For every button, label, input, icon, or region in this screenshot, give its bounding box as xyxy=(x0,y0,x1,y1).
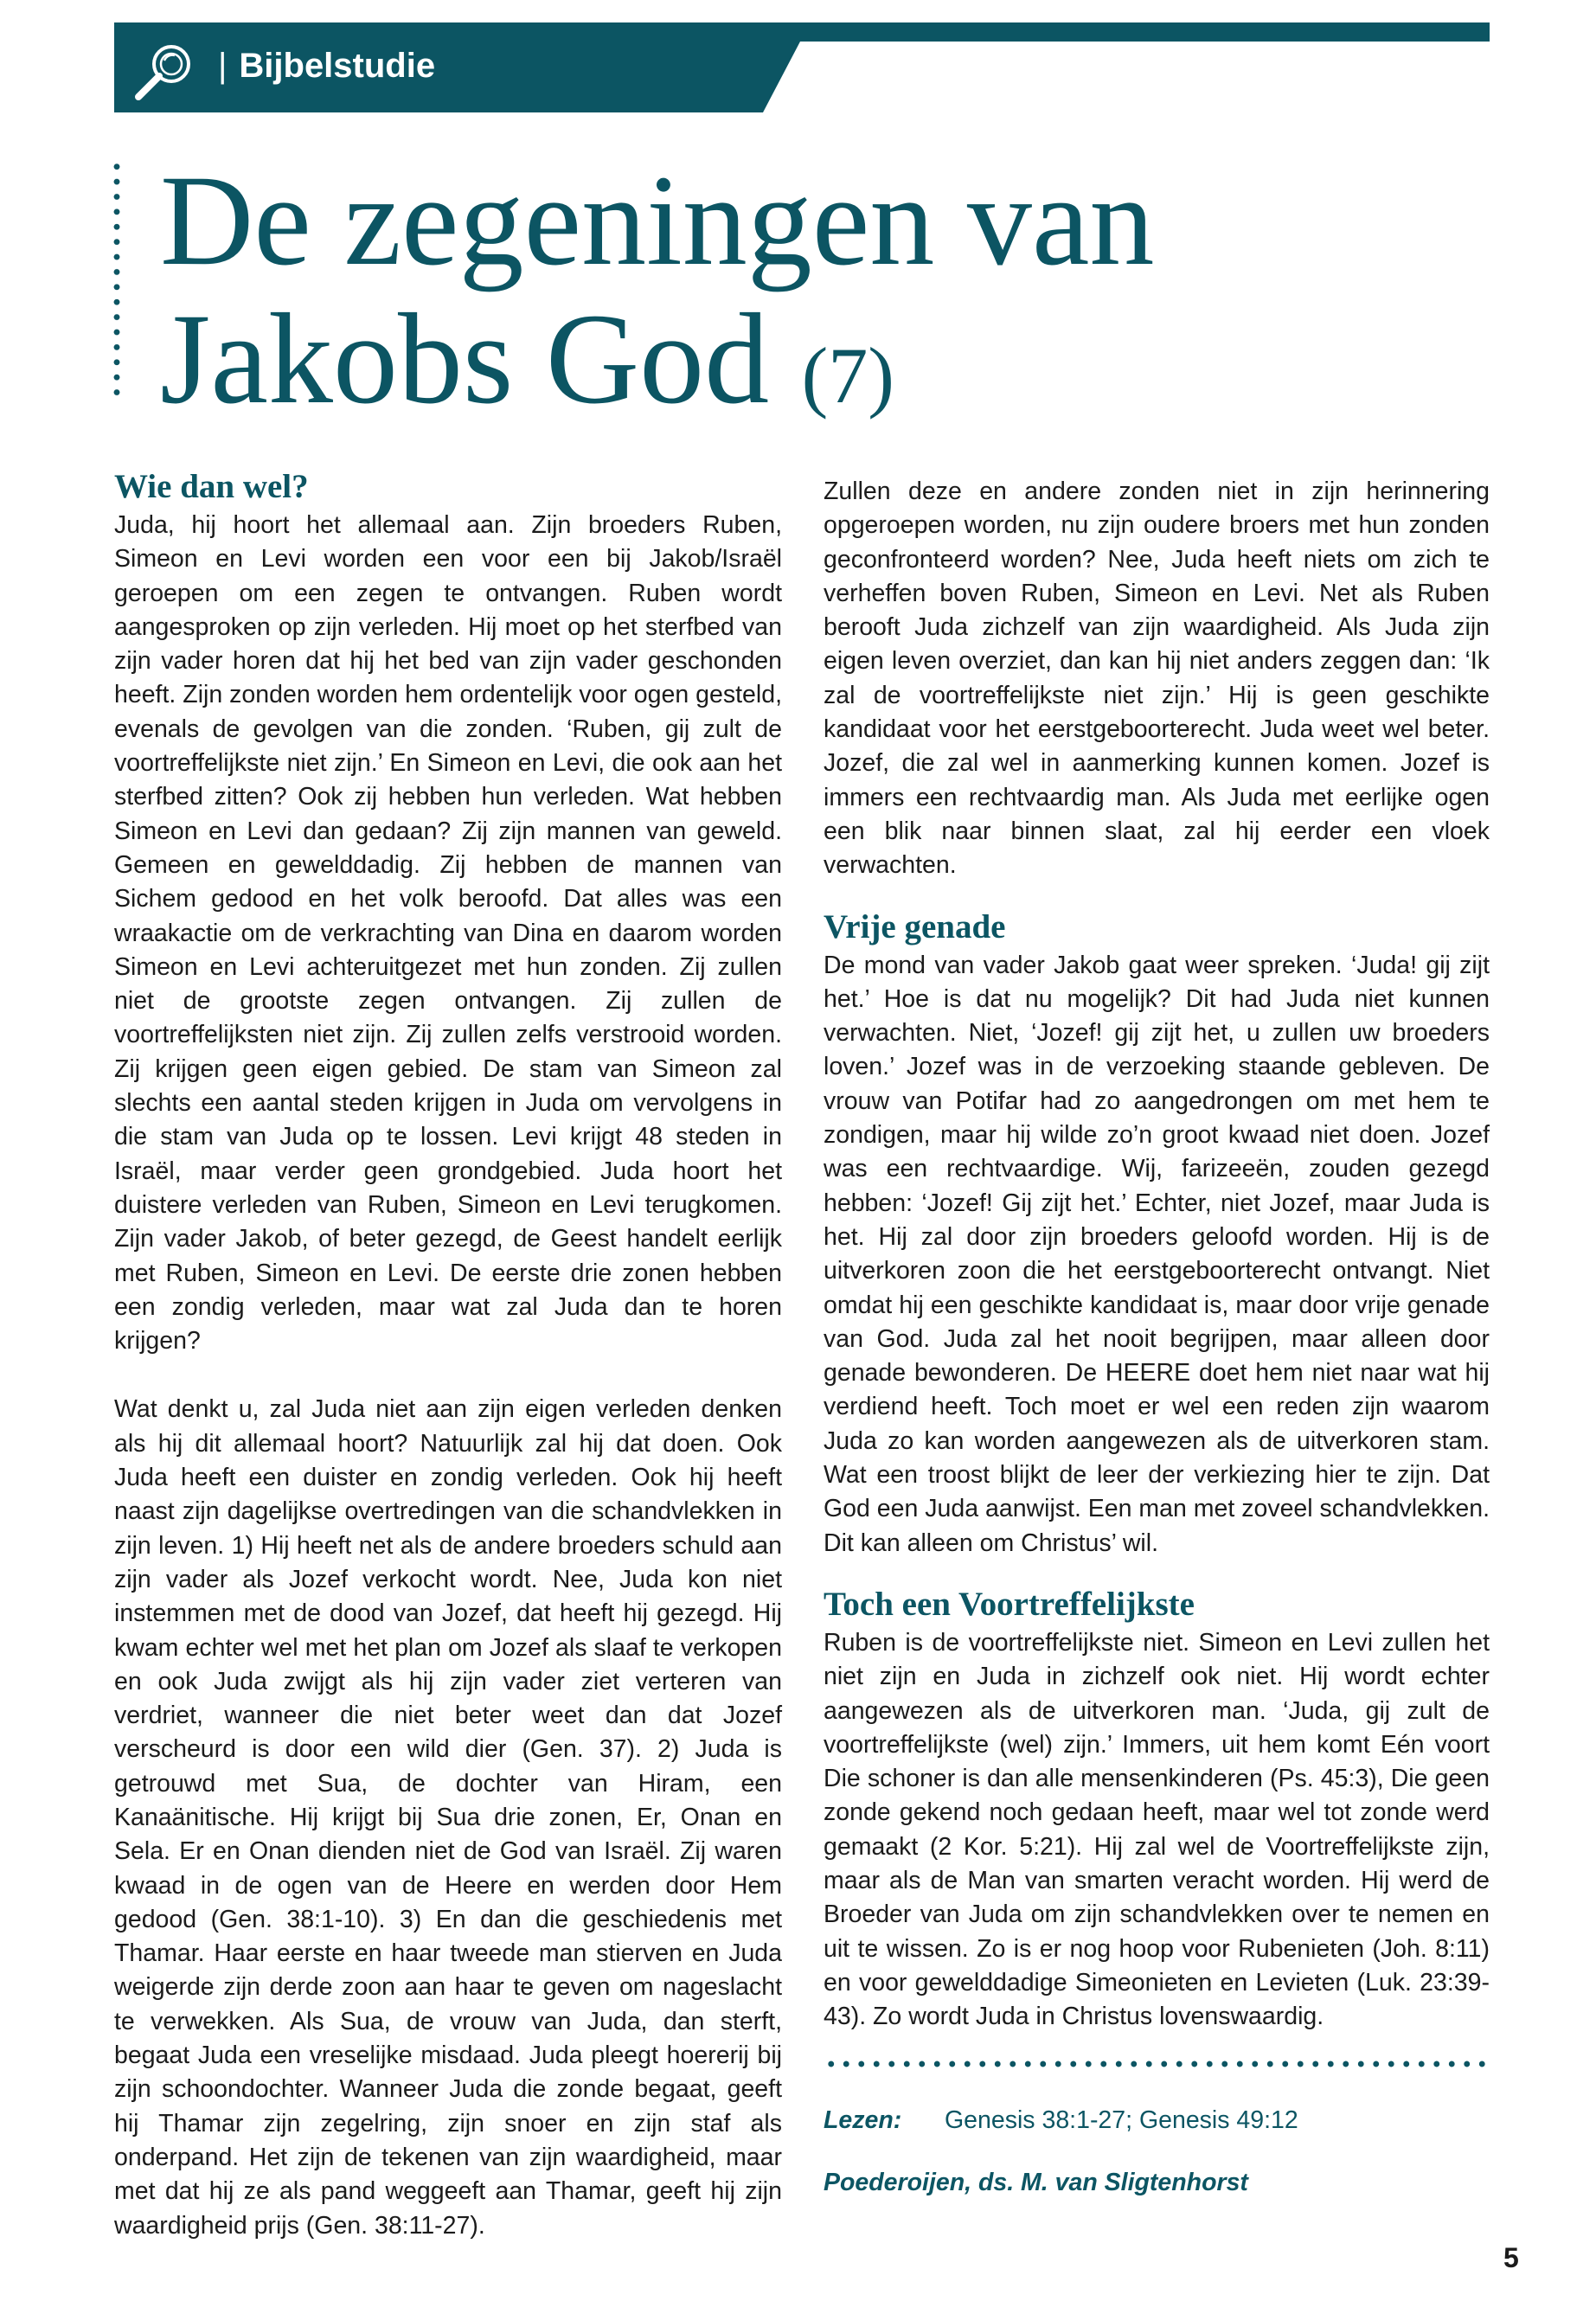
heading-toch-een-voortreffelijkste: Toch een Voortreffelijkste xyxy=(824,1585,1195,1623)
author-line: Poederoijen, ds. M. van Sligtenhorst xyxy=(824,2169,1248,2197)
reading-refs: Genesis 38:1-27; Genesis 49:12 xyxy=(945,2106,1298,2135)
section-label: | Bijbelstudie xyxy=(218,47,436,85)
title-dot-rule xyxy=(113,159,120,401)
magnifier-icon xyxy=(130,38,199,107)
left-column xyxy=(114,465,782,2243)
title-line-2: Jakobs God xyxy=(160,287,770,431)
paragraph: De mond van vader Jakob gaat weer spreken. ‘Juda! gij zijt het.’ Hoe is dat nu mogelijk? Dit had Juda niet kunnen verwachten. Niet, ‘Jozef! gij zijt het, u zullen uw broeders loven.’ Jozef was in de verzoeking staande gebleven. De vrouw van Potifar had zo aangedrongen om met hem te zondigen, maar hij wilde zo’n groot kwaad niet doen. Jozef was een rechtvaardige. Wij, farizeeën, zouden gezegd hebben: ‘Jozef! Gij zijt het.’ Echter, niet Jozef, maar Juda is het. Hij zal door zijn broeders geloofd worden. Hij is de uitverkoren zoon die het eerstgeboorterecht ontvangt. Niet omdat hij een geschikte kandidaat is, maar door vrije genade van God. Juda zal het nooit begrijpen, maar alleen door genade bewonderen. De HEERE doet hem niet naar wat hij verdiend heeft. Toch moet er wel een reden zijn waarom Juda zo kan worden aangewezen als de uitverkoren stam. Wat een troost blijkt de leer der verkiezing hier te zijn. Dat God een Juda aanwijst. Een man met zoveel schandvlekken. Dit kan alleen om Christus’ wil. xyxy=(824,951,1490,1557)
paragraph: Wat denkt u, zal Juda niet aan zijn eigen verleden denken als hij dit allemaal hoort? Natuurlijk zal hij dat doen. Ook Juda heeft een duister en zondig verleden. Ook hij heeft naast zijn dagelijkse overtredingen van die schandvlekken in zijn leven. 1) Hij heeft net als de andere broeders schuld aan zijn vader als Jozef verkocht wordt. Nee, Juda kon niet instemmen met de dood van Jozef, dat heeft hij gezegd. Hij kwam echter wel met het plan om Jozef als slaaf te verkopen en ook Juda zwijgt als hij zijn vader ziet verteren van verdriet, wanneer die niet beter weet dan dat Jozef verscheurd is door een wild dier (Gen. 37). 2) Juda is getrouwd met Sua, de dochter van Hiram, een Kanaänitische. Hij krijgt bij Sua drie zonen, Er, Onan en Sela. Er en Onan dienden niet de God van Israël. Zij waren kwaad in de ogen van de Heere en werden door Hem gedood (Gen. 38:1-10). 3) En dan die geschiedenis met Thamar. Haar eerste en haar tweede man stierven en Juda weigerde zijn derde zoon aan haar te geven om nageslacht te verwekken. Als Sua, de vrouw van Juda, dan sterft, begaat Juda een vreselijke misdaad. Juda pleegt hoererij bij zijn schoondochter. Wanneer Juda die zonde begaat, geeft hij Thamar zijn zegelring, zijn snoer en zijn staf als onderpand. Het zijn de tekenen van zijn waardigheid, maar met dat hij ze als pand weggeeft aan Thamar, geeft hij zijn waardigheid prijs (Gen. 38:11-27). xyxy=(114,1395,782,2240)
page-number: 5 xyxy=(1503,2242,1519,2273)
reading-label: Lezen: xyxy=(824,2106,902,2135)
page-title xyxy=(160,151,1458,445)
paragraph: Juda, hij hoort het allemaal aan. Zijn broeders Ruben, Simeon en Levi worden een voor een bij Jakob/Israël geroepen om een zegen te ontvangen. Ruben wordt aangesproken op zijn verleden. Hij moet op het sterfbed van zijn vader horen dat hij het bed van zijn vader geschonden heeft. Zijn zonden worden hem ordentelijk voor ogen gesteld, evenals de gevolgen van die zonden. ‘Ruben, gij zult de voortreffelijkste niet zijn.’ En Simeon en Levi, die ook aan het sterfbed zitten? Ook zij hebben hun verleden. Wat hebben Simeon en Levi dan gedaan? Zij zijn mannen van geweld. Gemeen en gewelddadig. Zij hebben de mannen van Sichem gedood en het volk beroofd. Dat alles was een wraakactie om de verkrachting van Dina en daarom worden Simeon en Levi achteruitgezet met hun zonden. Zij zullen niet de grootste zegen ontvangen. Zij zullen de voortreffelijksten niet zijn. Zij zullen zelfs verstrooid worden. Zij krijgen geen eigen gebied. De stam van Simeon zal slechts een aantal steden krijgen in Juda om vervolgens in die stam van Juda op te lossen. Levi krijgt 48 steden in Israël, maar verder geen grondgebied. Juda hoort het duistere verleden van Ruben, Simeon en Levi terugkomen. Zijn vader Jakob, of beter gezegd, de Geest handelt eerlijk met Ruben, Simeon en Levi. De eerste drie zonen hebben een zondig verleden, maar wat zal Juda dan te horen krijgen? xyxy=(114,511,782,1356)
part-number: (7) xyxy=(801,331,894,420)
title-line-1: De zegeningen van xyxy=(160,149,1155,292)
reading-reference xyxy=(824,2103,1490,2138)
right-column xyxy=(824,465,1490,2200)
heading-vrije-genade: Vrije genade xyxy=(824,907,1006,945)
heading-wie-dan-wel: Wie dan wel? xyxy=(114,468,309,505)
paragraph: Zullen deze en andere zonden niet in zijn herinnering opgeroepen worden, nu zijn oudere broers met hun zonden geconfronteerd worden? Nee, Juda heeft niets om zich te verheffen boven Ruben, Simeon en Levi. Net als Ruben berooft Juda zichzelf van zijn waardigheid. Als Juda zijn eigen leven overziet, dan kan hij niet anders zeggen dan: ‘Ik zal de voortreffelijkste niet zijn.’ Hij is geen geschikte kandidaat voor het eerstgeboorterecht. Juda weet wel beter. Jozef, die zal wel in aanmerking kunnen komen. Jozef is immers een rechtvaardig man. Als Juda met eerlijke ogen een blik naar binnen slaat, zal hij eerder een vloek verwachten. xyxy=(824,478,1490,880)
section-header xyxy=(114,22,1490,112)
paragraph: Ruben is de voortreffelijkste niet. Simeon en Levi zullen het niet zijn en Juda in zichzelf ook niet. Hij wordt echter aangewezen als de uitverkoren man. ‘Juda, gij zult de voortreffelijkste (wel) zijn.’ Immers, uit hem komt Eén voort Die schoner is dan alle mensenkinderen (Ps. 45:3), Die geen zonde gekend noch gedaan heeft, maar wel tot zonde werd gemaakt (2 Kor. 5:21). Hij zal wel de Voortreffelijkste zijn, maar als de Man van smarten veracht worden. Hij werd de Broeder van Juda om zijn schandvlekken over te nemen en uit te wissen. Zo is er nog hoop voor Rubenieten (Joh. 8:11) en voor gewelddadige Simeonieten en Levieten (Luk. 23:39-43). Zo wordt Juda in Christus lovenswaardig. xyxy=(824,1628,1490,2031)
footer-dot-rule xyxy=(824,2060,1490,2068)
